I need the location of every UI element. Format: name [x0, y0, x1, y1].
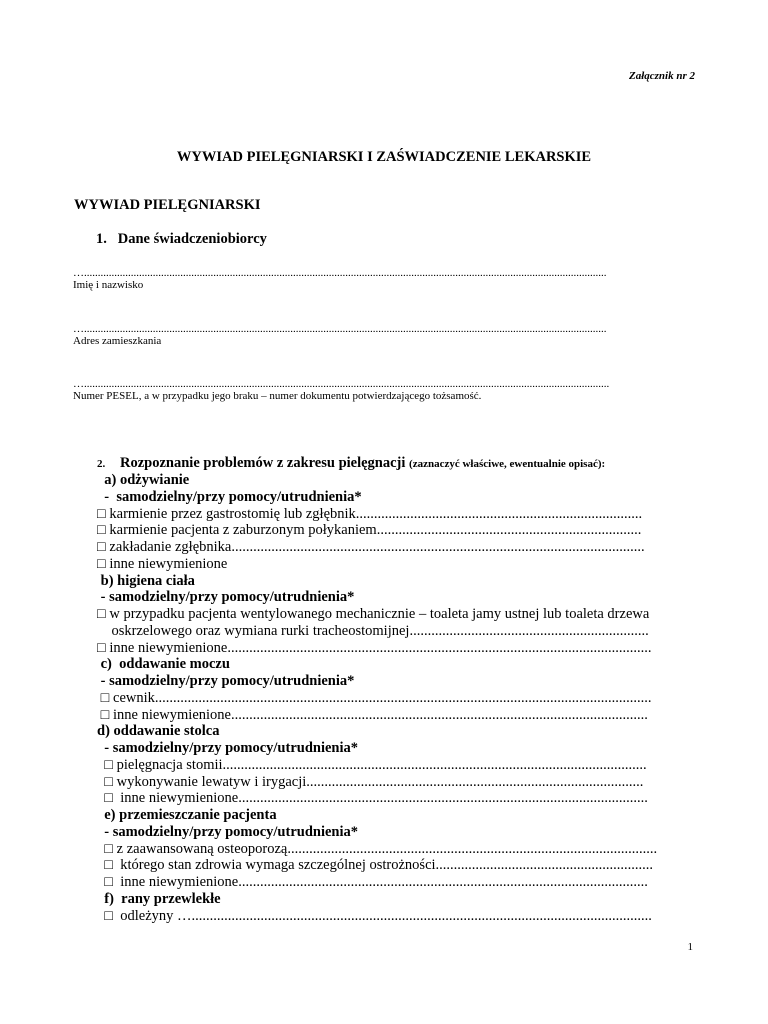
care-category-heading: d) oddawanie stolca — [97, 723, 220, 740]
part2-heading — [120, 455, 605, 472]
pesel-field-dots[interactable]: …............................................................................................................................................................................................... — [73, 378, 610, 390]
care-category-heading: c) oddawanie moczu — [97, 656, 230, 673]
name-field-label: Imię i nazwisko — [73, 279, 144, 291]
part2-heading-text: Rozpoznanie problemów z zakresu pielęgnacji — [120, 455, 406, 471]
part1-heading: 1. Dane świadczeniobiorcy — [96, 231, 267, 247]
care-problem-item[interactable]: □ inne niewymienione................................................................................................................... — [97, 706, 648, 723]
annex-label: Załącznik nr 2 — [628, 70, 695, 82]
name-field-dots[interactable]: ….............................................................................................................................................................................................. — [73, 267, 607, 279]
document-title: WYWIAD PIELĘGNIARSKI I ZAŚWIADCZENIE LEKARSKIE — [176, 149, 592, 165]
part2-number: 2. — [97, 458, 106, 470]
care-problem-item[interactable]: □ w przypadku pacjenta wentylowanego mechanicznie – toaleta jamy ustnej lub toaleta drzewa — [97, 606, 650, 622]
address-field-dots[interactable]: ….............................................................................................................................................................................................. — [73, 323, 607, 335]
care-problem-item[interactable]: oskrzelowego oraz wymiana rurki tracheostomijnej.................................................................. — [97, 622, 649, 639]
care-problem-item[interactable]: □ odleżyny …............................................................................................................................... — [97, 907, 652, 924]
care-category-heading: - samodzielny/przy pomocy/utrudnienia* — [97, 488, 362, 505]
care-problem-item[interactable]: □ z zaawansowaną osteoporozą...................................................................................................... — [97, 840, 658, 857]
care-problem-item[interactable]: □ zakładanie zgłębnika.................................................................................................................. — [97, 539, 645, 555]
pesel-field-label: Numer PESEL, a w przypadku jego braku – numer dokumentu potwierdzającego tożsamość. — [73, 390, 482, 402]
care-category-heading: a) odżywianie — [97, 472, 190, 488]
care-problem-item[interactable]: □ inne niewymienione..................................................................................................................... — [97, 639, 652, 656]
care-problem-item[interactable]: □ inne niewymienione................................................................................................................. — [97, 874, 648, 890]
care-problem-item[interactable]: □ pielęgnacja stomii..................................................................................................................... — [97, 756, 647, 773]
care-problem-item[interactable]: □ inne niewymienione — [97, 555, 228, 572]
care-problem-item[interactable]: □ karmienie przez gastrostomię lub zgłębnik............................................................................... — [97, 505, 643, 522]
care-category-heading: - samodzielny/przy pomocy/utrudnienia* — [97, 589, 355, 606]
address-field-label: Adres zamieszkania — [73, 335, 162, 347]
care-category-heading: f) rany przewlekłe — [97, 890, 221, 907]
care-problem-item[interactable]: □ karmienie pacjenta z zaburzonym połykaniem......................................................................... — [97, 522, 642, 539]
section-title: WYWIAD PIELĘGNIARSKI — [74, 197, 261, 213]
part2-note: (zaznaczyć właściwe, ewentualnie opisać): — [409, 458, 606, 470]
care-problem-item[interactable]: □ którego stan zdrowia wymaga szczególnej ostrożności............................................................ — [97, 857, 654, 874]
care-category-heading: b) higiena ciała — [97, 572, 195, 589]
care-problem-item[interactable]: □ inne niewymienione................................................................................................................. — [97, 790, 648, 807]
care-category-heading: - samodzielny/przy pomocy/utrudnienia* — [97, 673, 355, 689]
care-category-heading: - samodzielny/przy pomocy/utrudnienia* — [97, 740, 359, 756]
page-number: 1 — [687, 941, 693, 953]
care-problem-item[interactable]: □ wykonywanie lewatyw i irygacji............................................................................................. — [97, 773, 644, 790]
care-category-heading: e) przemieszczanie pacjenta — [97, 807, 277, 823]
care-category-heading: - samodzielny/przy pomocy/utrudnienia* — [97, 823, 359, 840]
care-problem-item[interactable]: □ cewnik......................................................................................................................................... — [97, 689, 652, 706]
